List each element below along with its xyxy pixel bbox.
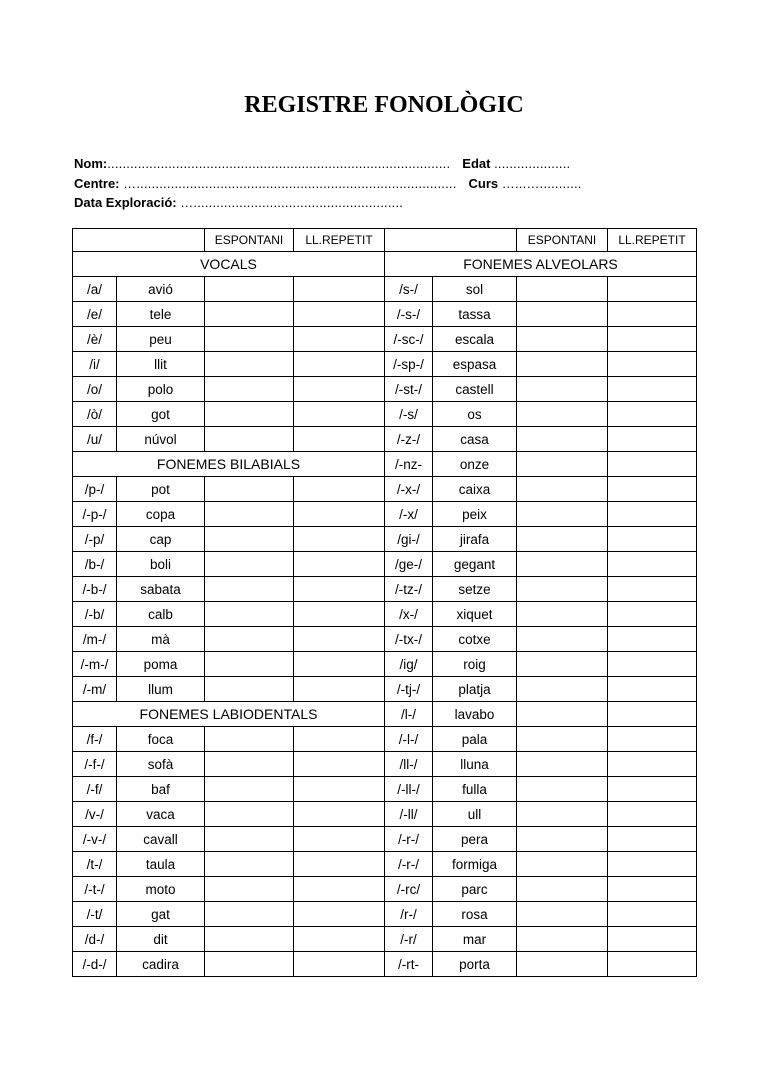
table-row [73, 702, 697, 727]
right-espontani-cell[interactable] [517, 802, 608, 827]
right-word: porta [433, 952, 517, 977]
left-espontani-cell[interactable] [205, 302, 294, 327]
left-repetit-cell[interactable] [294, 502, 385, 527]
header-row [73, 229, 697, 252]
left-repetit-cell[interactable] [294, 377, 385, 402]
right-espontani-cell[interactable] [517, 852, 608, 877]
table-row [73, 277, 697, 302]
header-blank-right [385, 229, 517, 252]
curs-field[interactable]: …...…........... [501, 176, 582, 191]
right-repetit-cell[interactable] [608, 802, 697, 827]
left-espontani-cell[interactable] [205, 952, 294, 977]
left-repetit-cell[interactable] [294, 802, 385, 827]
section-labiodentals: FONEMES LABIODENTALS [73, 702, 385, 727]
right-repetit-cell[interactable] [608, 827, 697, 852]
left-espontani-cell[interactable] [205, 552, 294, 577]
left-word: foca [117, 727, 205, 752]
right-word: setze [433, 577, 517, 602]
left-espontani-cell[interactable] [205, 577, 294, 602]
right-word: fulla [433, 777, 517, 802]
left-phoneme: /-b/ [73, 602, 117, 627]
left-word: pot [117, 477, 205, 502]
edat-label: Edat [462, 156, 491, 171]
left-phoneme: /d-/ [73, 927, 117, 952]
right-word: lluna [433, 752, 517, 777]
right-espontani-cell[interactable] [517, 277, 608, 302]
right-repetit-cell[interactable] [608, 602, 697, 627]
table-row [73, 427, 697, 452]
right-espontani-cell[interactable] [517, 727, 608, 752]
left-espontani-cell[interactable] [205, 927, 294, 952]
left-repetit-cell[interactable] [294, 952, 385, 977]
left-espontani-cell[interactable] [205, 777, 294, 802]
right-phoneme: /-tz-/ [385, 577, 433, 602]
left-phoneme: /ò/ [73, 402, 117, 427]
table-row [73, 577, 697, 602]
left-repetit-cell[interactable] [294, 302, 385, 327]
section-bilabials: FONEMES BILABIALS [73, 452, 385, 477]
right-word: pera [433, 827, 517, 852]
left-espontani-cell[interactable] [205, 402, 294, 427]
right-repetit-cell[interactable] [608, 652, 697, 677]
left-phoneme: /-f-/ [73, 752, 117, 777]
left-word: polo [117, 377, 205, 402]
right-repetit-cell[interactable] [608, 627, 697, 652]
section-alveolars: FONEMES ALVEOLARS [385, 252, 697, 277]
left-repetit-cell[interactable] [294, 277, 385, 302]
left-phoneme: /-t/ [73, 902, 117, 927]
right-phoneme: /s-/ [385, 277, 433, 302]
left-phoneme: /u/ [73, 427, 117, 452]
nom-label: Nom: [74, 156, 108, 171]
left-repetit-cell[interactable] [294, 577, 385, 602]
left-espontani-cell[interactable] [205, 502, 294, 527]
right-espontani-cell[interactable] [517, 652, 608, 677]
table-row [73, 802, 697, 827]
right-phoneme: /-s/ [385, 402, 433, 427]
table-row [73, 677, 697, 702]
table-row [73, 477, 697, 502]
left-word: cadira [117, 952, 205, 977]
right-repetit-cell[interactable] [608, 902, 697, 927]
header-blank-left [73, 229, 205, 252]
left-word: moto [117, 877, 205, 902]
right-repetit-cell[interactable] [608, 702, 697, 727]
right-word: formiga [433, 852, 517, 877]
left-phoneme: /e/ [73, 302, 117, 327]
right-espontani-cell[interactable] [517, 902, 608, 927]
left-repetit-cell[interactable] [294, 877, 385, 902]
table-row [73, 452, 697, 477]
left-repetit-cell[interactable] [294, 852, 385, 877]
left-repetit-cell[interactable] [294, 402, 385, 427]
table-row [73, 952, 697, 977]
right-repetit-cell[interactable] [608, 727, 697, 752]
left-espontani-cell[interactable] [205, 627, 294, 652]
right-phoneme: /-l-/ [385, 727, 433, 752]
right-repetit-cell[interactable] [608, 502, 697, 527]
left-phoneme: /-b-/ [73, 577, 117, 602]
right-espontani-cell[interactable] [517, 427, 608, 452]
right-espontani-cell[interactable] [517, 377, 608, 402]
right-repetit-cell[interactable] [608, 477, 697, 502]
right-espontani-cell[interactable] [517, 402, 608, 427]
right-espontani-cell[interactable] [517, 927, 608, 952]
left-espontani-cell[interactable] [205, 802, 294, 827]
table-row [73, 652, 697, 677]
right-phoneme: /-r-/ [385, 827, 433, 852]
right-word: gegant [433, 552, 517, 577]
left-espontani-cell[interactable] [205, 352, 294, 377]
left-repetit-cell[interactable] [294, 427, 385, 452]
left-espontani-cell[interactable] [205, 327, 294, 352]
left-espontani-cell[interactable] [205, 827, 294, 852]
centre-field[interactable]: ….................................................................................... [123, 176, 457, 191]
table-row [73, 502, 697, 527]
left-word: vaca [117, 802, 205, 827]
left-repetit-cell[interactable] [294, 477, 385, 502]
right-word: onze [433, 452, 517, 477]
left-word: cavall [117, 827, 205, 852]
left-word: gat [117, 902, 205, 927]
right-phoneme: /-tj-/ [385, 677, 433, 702]
section-row [73, 252, 697, 277]
nom-field[interactable]: .......................................................................................... [107, 156, 451, 171]
left-phoneme: /t-/ [73, 852, 117, 877]
centre-label: Centre: [74, 176, 120, 191]
left-espontani-cell[interactable] [205, 902, 294, 927]
right-repetit-cell[interactable] [608, 302, 697, 327]
table-row [73, 377, 697, 402]
table-row [73, 827, 697, 852]
left-repetit-cell[interactable] [294, 327, 385, 352]
right-repetit-cell[interactable] [608, 677, 697, 702]
right-phoneme: /-rc/ [385, 877, 433, 902]
left-phoneme: /f-/ [73, 727, 117, 752]
right-word: cotxe [433, 627, 517, 652]
left-word: cap [117, 527, 205, 552]
right-word: roig [433, 652, 517, 677]
right-repetit-cell[interactable] [608, 527, 697, 552]
right-word: os [433, 402, 517, 427]
left-repetit-cell[interactable] [294, 677, 385, 702]
left-espontani-cell[interactable] [205, 852, 294, 877]
right-phoneme: /-st-/ [385, 377, 433, 402]
right-phoneme: /-rt- [385, 952, 433, 977]
right-repetit-cell[interactable] [608, 377, 697, 402]
right-phoneme: /-r/ [385, 927, 433, 952]
section-vocals: VOCALS [73, 252, 385, 277]
right-espontani-cell[interactable] [517, 502, 608, 527]
nom-edat-line [74, 156, 570, 171]
right-espontani-cell[interactable] [517, 827, 608, 852]
curs-label: Curs [468, 176, 499, 191]
right-repetit-cell[interactable] [608, 577, 697, 602]
table-row [73, 327, 697, 352]
left-word: boli [117, 552, 205, 577]
left-espontani-cell[interactable] [205, 602, 294, 627]
right-word: lavabo [433, 702, 517, 727]
table-row [73, 302, 697, 327]
right-phoneme: /-x-/ [385, 477, 433, 502]
data-field[interactable]: …....................................................... [180, 195, 404, 210]
right-repetit-cell[interactable] [608, 777, 697, 802]
left-repetit-cell[interactable] [294, 652, 385, 677]
left-repetit-cell[interactable] [294, 777, 385, 802]
right-repetit-cell[interactable] [608, 952, 697, 977]
right-espontani-cell[interactable] [517, 577, 608, 602]
centre-curs-line [74, 176, 582, 191]
right-repetit-cell[interactable] [608, 927, 697, 952]
header-repetit-left: LL.REPETIT [294, 229, 385, 252]
right-word: espasa [433, 352, 517, 377]
right-espontani-cell[interactable] [517, 302, 608, 327]
right-phoneme: /ig/ [385, 652, 433, 677]
left-espontani-cell[interactable] [205, 877, 294, 902]
data-line [74, 195, 403, 210]
right-word: parc [433, 877, 517, 902]
right-word: caixa [433, 477, 517, 502]
left-word: dit [117, 927, 205, 952]
left-word: mà [117, 627, 205, 652]
table-body [73, 229, 697, 977]
left-phoneme: /-t-/ [73, 877, 117, 902]
right-word: jirafa [433, 527, 517, 552]
left-phoneme: /-p/ [73, 527, 117, 552]
right-word: escala [433, 327, 517, 352]
right-espontani-cell[interactable] [517, 702, 608, 727]
right-phoneme: /-tx-/ [385, 627, 433, 652]
right-phoneme: /-z-/ [385, 427, 433, 452]
left-word: sofà [117, 752, 205, 777]
right-phoneme: /ge-/ [385, 552, 433, 577]
left-word: núvol [117, 427, 205, 452]
right-word: castell [433, 377, 517, 402]
right-phoneme: /r-/ [385, 902, 433, 927]
left-phoneme: /v-/ [73, 802, 117, 827]
left-espontani-cell[interactable] [205, 527, 294, 552]
right-espontani-cell[interactable] [517, 352, 608, 377]
phonology-table [72, 228, 697, 977]
left-espontani-cell[interactable] [205, 677, 294, 702]
left-phoneme: /b-/ [73, 552, 117, 577]
left-word: tele [117, 302, 205, 327]
left-word: got [117, 402, 205, 427]
left-phoneme: /i/ [73, 352, 117, 377]
left-espontani-cell[interactable] [205, 752, 294, 777]
right-phoneme: /ll-/ [385, 752, 433, 777]
left-repetit-cell[interactable] [294, 727, 385, 752]
left-word: poma [117, 652, 205, 677]
right-phoneme: /l-/ [385, 702, 433, 727]
right-repetit-cell[interactable] [608, 552, 697, 577]
right-word: xiquet [433, 602, 517, 627]
right-espontani-cell[interactable] [517, 452, 608, 477]
right-espontani-cell[interactable] [517, 327, 608, 352]
right-repetit-cell[interactable] [608, 877, 697, 902]
right-phoneme: /-sp-/ [385, 352, 433, 377]
left-phoneme: /a/ [73, 277, 117, 302]
right-repetit-cell[interactable] [608, 427, 697, 452]
left-repetit-cell[interactable] [294, 602, 385, 627]
right-repetit-cell[interactable] [608, 277, 697, 302]
right-espontani-cell[interactable] [517, 602, 608, 627]
right-espontani-cell[interactable] [517, 752, 608, 777]
right-word: rosa [433, 902, 517, 927]
table-row [73, 352, 697, 377]
data-label: Data Exploració: [74, 195, 177, 210]
right-espontani-cell[interactable] [517, 627, 608, 652]
right-phoneme: /-ll/ [385, 802, 433, 827]
right-word: sol [433, 277, 517, 302]
edat-field[interactable]: .................... [494, 156, 571, 171]
left-phoneme: /-v-/ [73, 827, 117, 852]
header-espontani-right: ESPONTANI [517, 229, 608, 252]
left-word: sabata [117, 577, 205, 602]
left-word: copa [117, 502, 205, 527]
left-espontani-cell[interactable] [205, 477, 294, 502]
right-word: pala [433, 727, 517, 752]
left-phoneme: /-m-/ [73, 652, 117, 677]
table-row [73, 727, 697, 752]
right-repetit-cell[interactable] [608, 852, 697, 877]
left-phoneme: /p-/ [73, 477, 117, 502]
right-repetit-cell[interactable] [608, 752, 697, 777]
right-espontani-cell[interactable] [517, 527, 608, 552]
left-phoneme: /-p-/ [73, 502, 117, 527]
table-row [73, 877, 697, 902]
right-espontani-cell[interactable] [517, 552, 608, 577]
left-phoneme: /-d-/ [73, 952, 117, 977]
header-repetit-right: LL.REPETIT [608, 229, 697, 252]
table-row [73, 752, 697, 777]
left-repetit-cell[interactable] [294, 902, 385, 927]
left-espontani-cell[interactable] [205, 427, 294, 452]
right-word: mar [433, 927, 517, 952]
left-repetit-cell[interactable] [294, 527, 385, 552]
right-word: peix [433, 502, 517, 527]
left-word: llit [117, 352, 205, 377]
right-phoneme: /-sc-/ [385, 327, 433, 352]
right-word: tassa [433, 302, 517, 327]
left-phoneme: /m-/ [73, 627, 117, 652]
page-title: REGISTRE FONOLÒGIC [244, 92, 524, 118]
right-espontani-cell[interactable] [517, 477, 608, 502]
left-repetit-cell[interactable] [294, 827, 385, 852]
left-espontani-cell[interactable] [205, 727, 294, 752]
table-row [73, 552, 697, 577]
left-phoneme: /-m/ [73, 677, 117, 702]
left-espontani-cell[interactable] [205, 652, 294, 677]
right-espontani-cell[interactable] [517, 877, 608, 902]
right-espontani-cell[interactable] [517, 777, 608, 802]
header-espontani-left: ESPONTANI [205, 229, 294, 252]
left-word: peu [117, 327, 205, 352]
left-word: taula [117, 852, 205, 877]
right-word: ull [433, 802, 517, 827]
left-word: calb [117, 602, 205, 627]
left-repetit-cell[interactable] [294, 927, 385, 952]
left-espontani-cell[interactable] [205, 377, 294, 402]
right-repetit-cell[interactable] [608, 327, 697, 352]
right-repetit-cell[interactable] [608, 452, 697, 477]
left-phoneme: /o/ [73, 377, 117, 402]
right-phoneme: /gi-/ [385, 527, 433, 552]
table-row [73, 402, 697, 427]
right-phoneme: /-ll-/ [385, 777, 433, 802]
right-espontani-cell[interactable] [517, 677, 608, 702]
left-repetit-cell[interactable] [294, 352, 385, 377]
left-word: baf [117, 777, 205, 802]
table-row [73, 602, 697, 627]
right-word: casa [433, 427, 517, 452]
table-row [73, 777, 697, 802]
table-row [73, 527, 697, 552]
left-word: llum [117, 677, 205, 702]
right-repetit-cell[interactable] [608, 352, 697, 377]
right-word: platja [433, 677, 517, 702]
right-phoneme: /-r-/ [385, 852, 433, 877]
table-row [73, 902, 697, 927]
left-repetit-cell[interactable] [294, 627, 385, 652]
table-row [73, 927, 697, 952]
table-row [73, 627, 697, 652]
right-phoneme: /-nz- [385, 452, 433, 477]
left-word: avió [117, 277, 205, 302]
left-phoneme: /-f/ [73, 777, 117, 802]
table-row [73, 852, 697, 877]
right-phoneme: /x-/ [385, 602, 433, 627]
right-espontani-cell[interactable] [517, 952, 608, 977]
right-repetit-cell[interactable] [608, 402, 697, 427]
left-espontani-cell[interactable] [205, 277, 294, 302]
left-repetit-cell[interactable] [294, 752, 385, 777]
right-phoneme: /-x/ [385, 502, 433, 527]
left-phoneme: /è/ [73, 327, 117, 352]
right-phoneme: /-s-/ [385, 302, 433, 327]
left-repetit-cell[interactable] [294, 552, 385, 577]
